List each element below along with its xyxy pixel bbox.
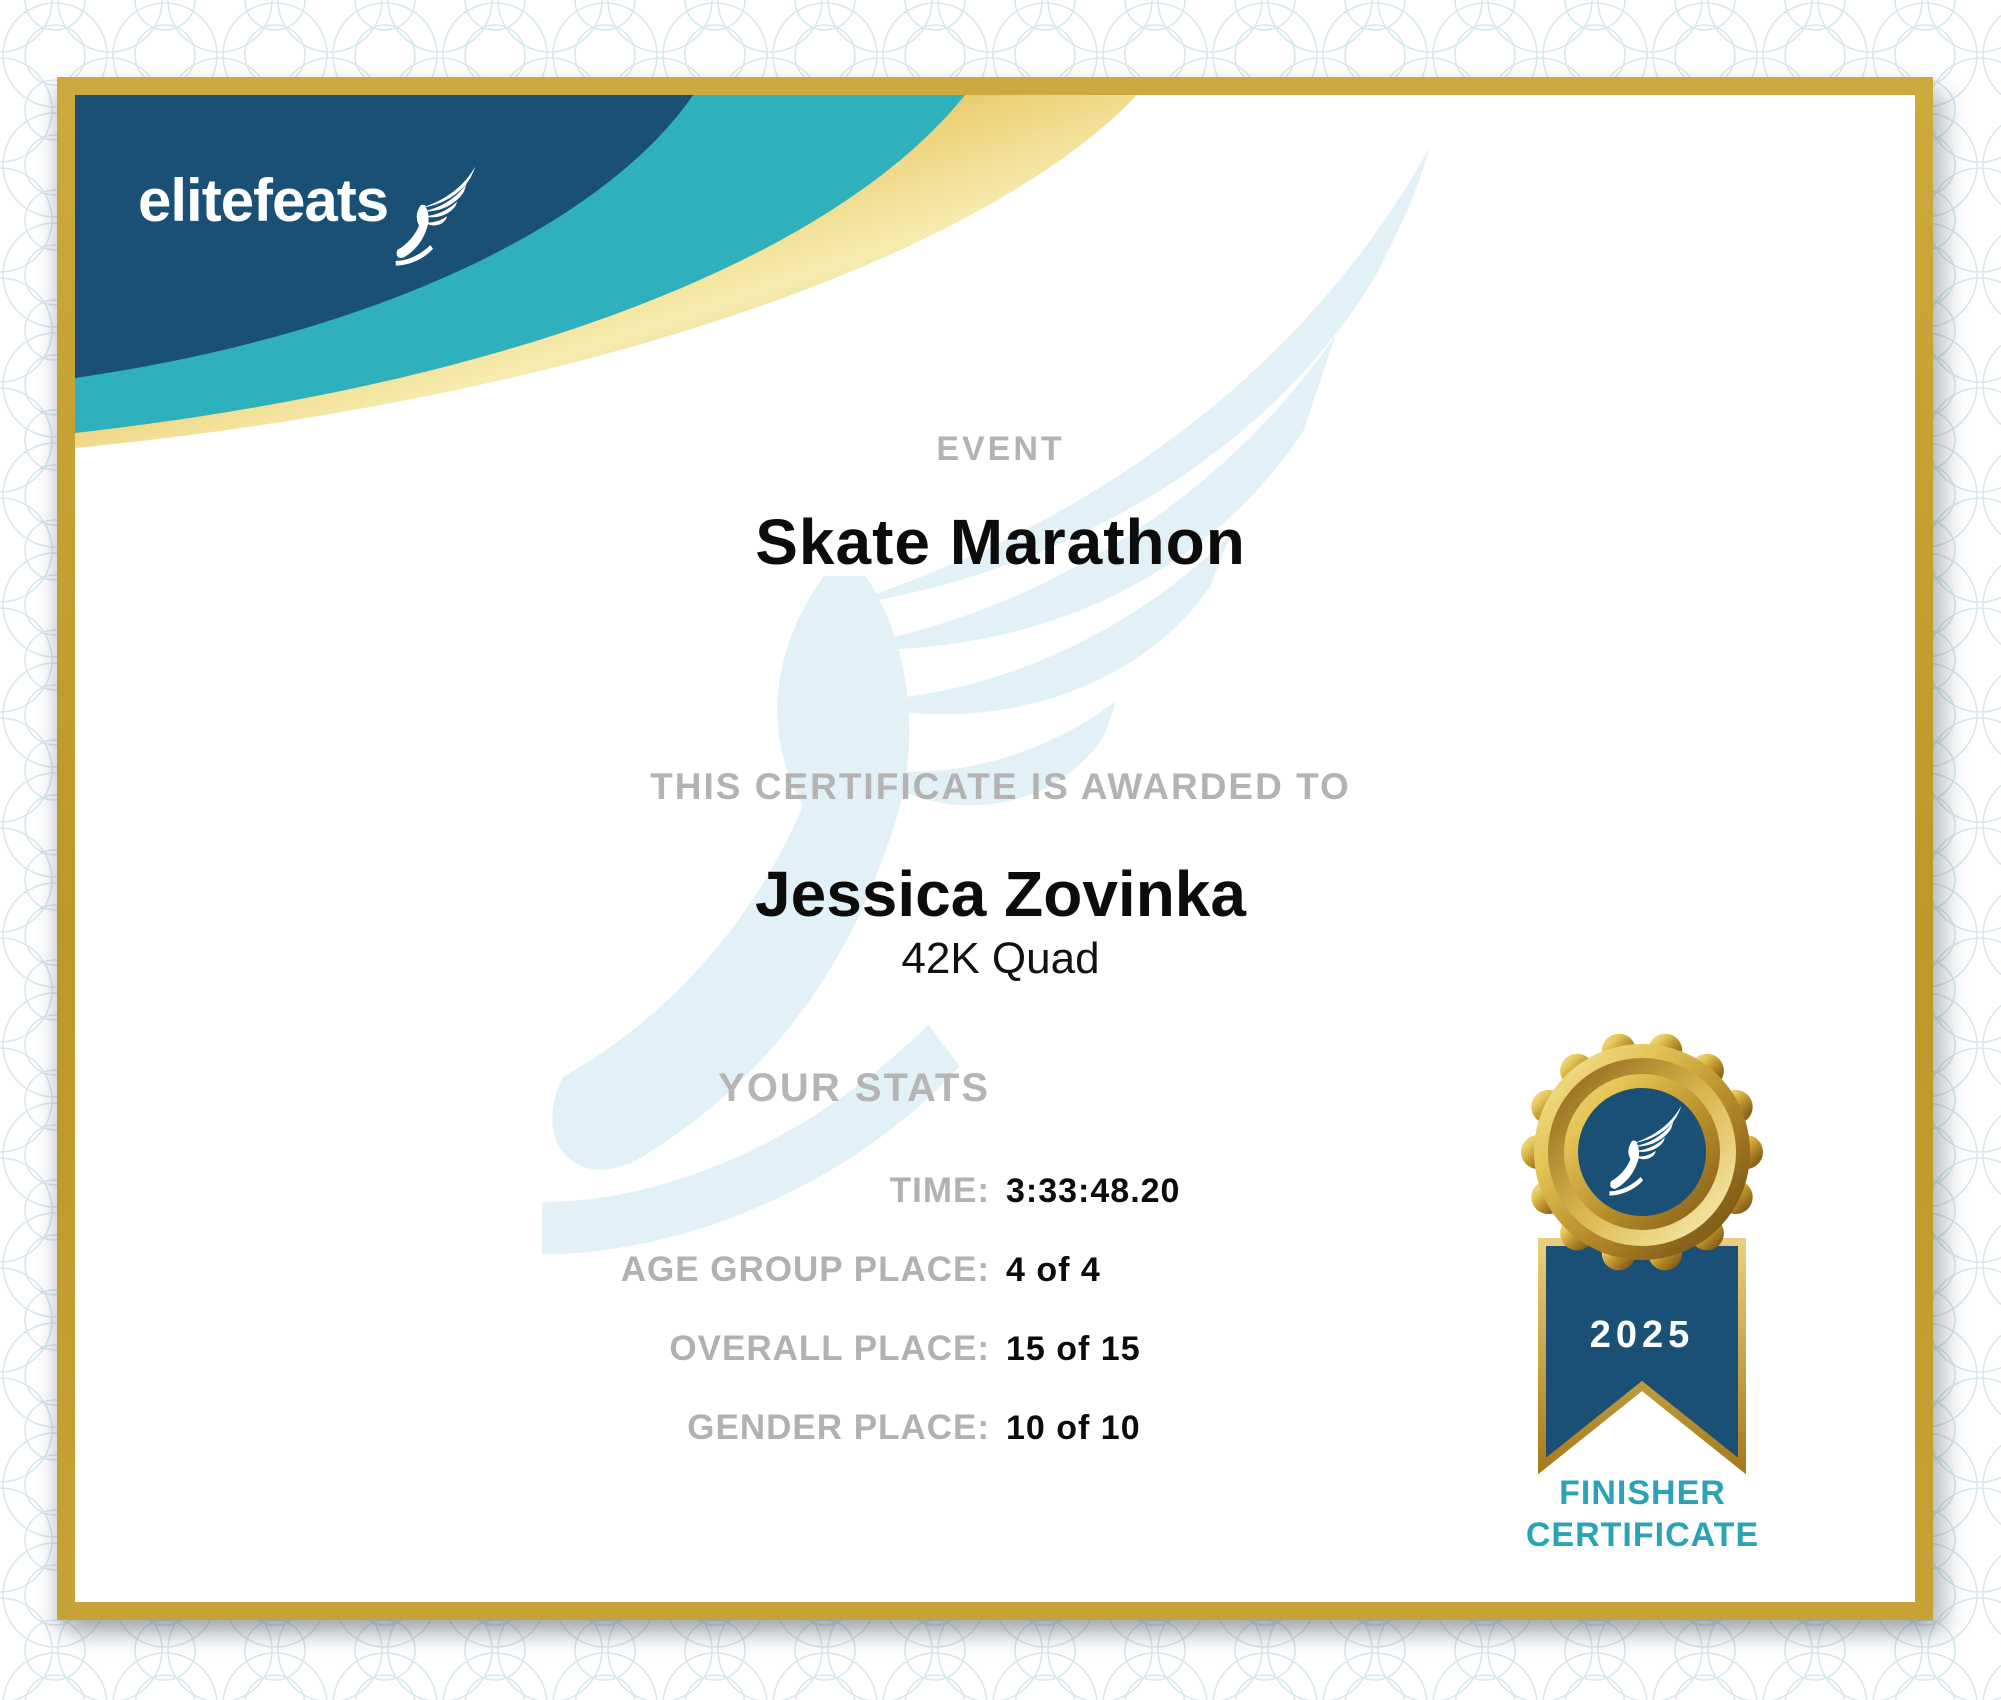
stat-row-age-group-place bbox=[75, 1249, 1475, 1291]
badge-caption-line2: CERTIFICATE bbox=[1525, 1516, 1760, 1554]
winged-foot-icon bbox=[392, 164, 476, 272]
stat-label: TIME: bbox=[889, 1171, 990, 1210]
stat-value: 3:33:48.20 bbox=[1006, 1172, 1181, 1210]
stat-value: 15 of 15 bbox=[1006, 1330, 1141, 1368]
stat-label: OVERALL PLACE: bbox=[669, 1329, 990, 1368]
race-division: 42K Quad bbox=[901, 934, 1100, 983]
finisher-medal bbox=[1512, 1022, 1772, 1282]
stat-label: GENDER PLACE: bbox=[687, 1408, 990, 1447]
recipient-name: Jessica Zovinka bbox=[755, 858, 1246, 930]
stat-value: 4 of 4 bbox=[1006, 1251, 1101, 1289]
stat-row-gender-place bbox=[75, 1407, 1475, 1449]
stats-heading: YOUR STATS bbox=[718, 1066, 990, 1110]
brand-logo bbox=[138, 146, 476, 272]
badge-year: 2025 bbox=[1589, 1314, 1695, 1356]
stat-label: AGE GROUP PLACE: bbox=[620, 1250, 990, 1289]
event-label: EVENT bbox=[936, 430, 1065, 468]
badge-caption bbox=[1440, 1472, 1845, 1556]
event-name: Skate Marathon bbox=[755, 506, 1246, 578]
stats-list bbox=[75, 1170, 1475, 1486]
stat-value: 10 of 10 bbox=[1006, 1409, 1141, 1447]
stat-row-overall-place bbox=[75, 1328, 1475, 1370]
awarded-to-label: THIS CERTIFICATE IS AWARDED TO bbox=[650, 766, 1351, 807]
stat-row-time bbox=[75, 1170, 1475, 1212]
brand-logo-text: elitefeats bbox=[138, 167, 389, 234]
badge-caption-line1: FINISHER bbox=[1559, 1474, 1726, 1512]
